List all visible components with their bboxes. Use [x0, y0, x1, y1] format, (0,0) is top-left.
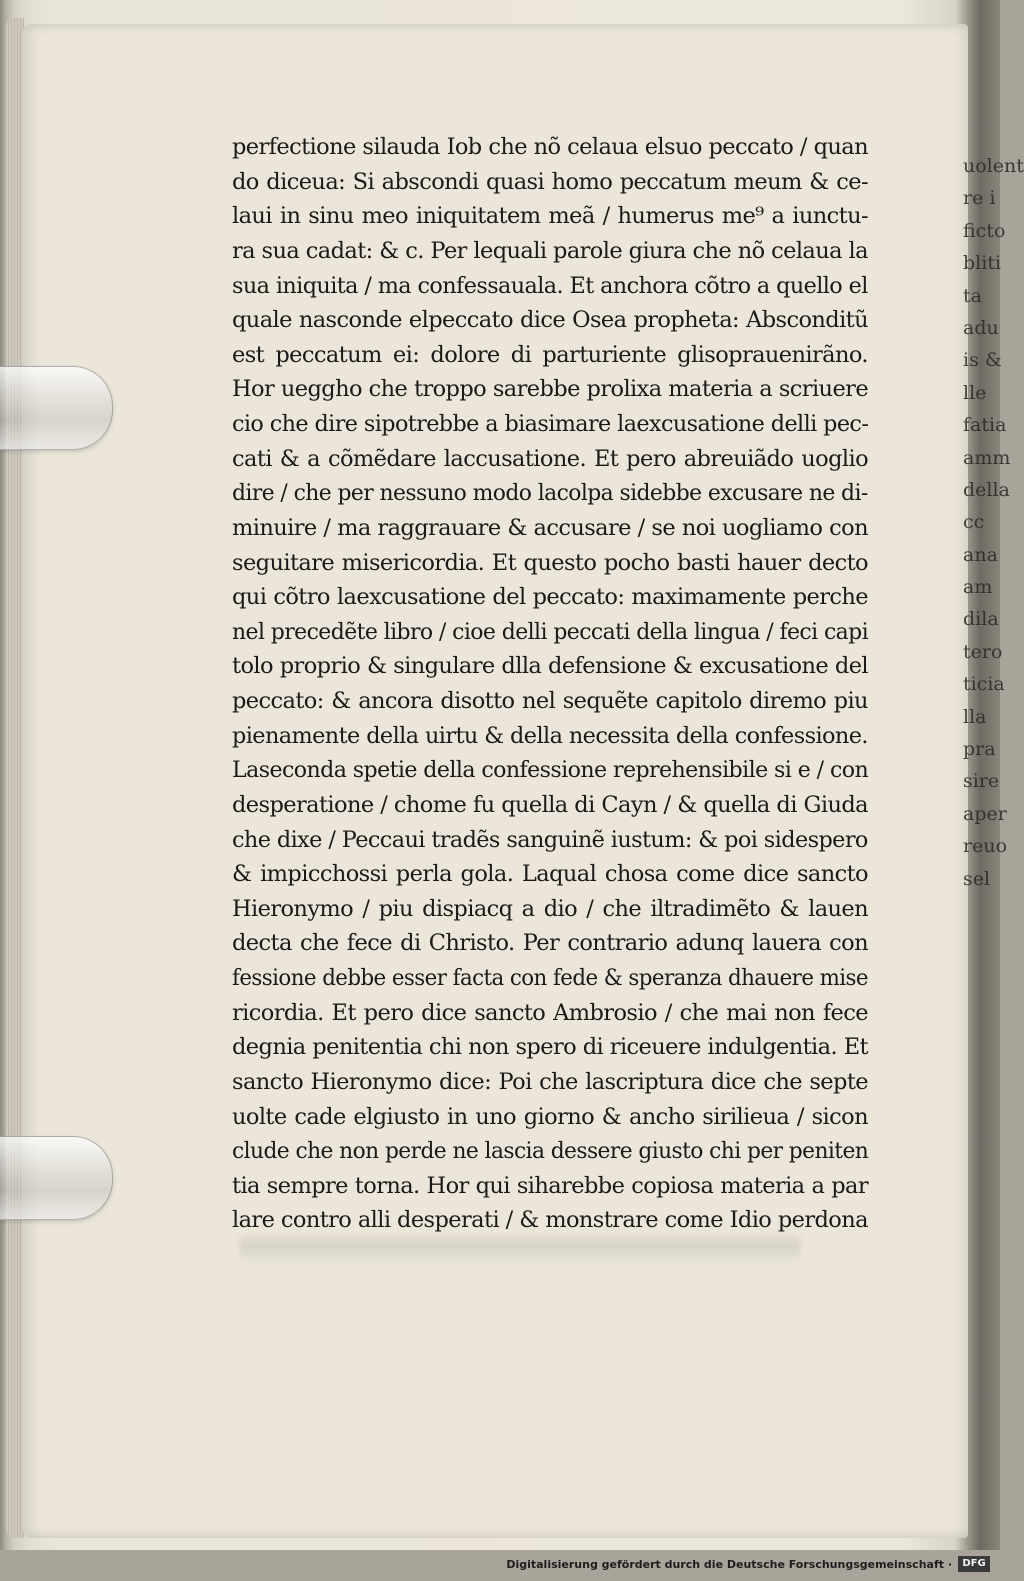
adjacent-page-fragment: is & [963, 349, 1002, 372]
adjacent-page-fragment: amm [963, 446, 1011, 469]
text-line: laui in sinu meo iniquitatem meã / humerus me⁹ a iunctu- [232, 203, 869, 230]
adjacent-page-fragment: ana [963, 543, 998, 566]
adjacent-page-fragment: sire [963, 770, 1000, 793]
text-line: est peccatum ei: dolore di parturiente glisoprauenirãno. [232, 341, 868, 368]
dfg-logo: DFG [958, 1556, 990, 1572]
funding-credit: Digitalisierung gefördert durch die Deutsche Forschungsgemeinschaft · [506, 1558, 952, 1571]
adjacent-page-fragment: tero [963, 640, 1003, 663]
text-line: qui cõtro laexcusatione del peccato: maximamente perche [232, 584, 868, 611]
adjacent-page-fragment: sel [963, 867, 991, 890]
text-line: sancto Hieronymo dice: Poi che lascriptura dice che septe [232, 1068, 868, 1095]
text-line: tolo proprio & singulare dlla defensione & excusatione del [232, 653, 869, 680]
adjacent-page-fragment: ticia [963, 673, 1005, 696]
adjacent-page-fragment: adu [963, 316, 999, 339]
text-line: tia sempre torna. Hor qui siharebbe copiosa materia a par [232, 1172, 868, 1199]
text-line: cati & a cõmẽdare laccusatione. Et pero abreuiãdo uoglio [232, 445, 869, 472]
text-line: decta che fece di Christo. Per contrario adunq lauera con [232, 930, 868, 957]
text-line: clude che non perde ne lascia dessere giusto chi per peniten [232, 1138, 869, 1165]
text-line: quale nasconde elpeccato dice Osea propheta: Absconditũ [232, 307, 869, 334]
adjacent-page-fragment: ta [963, 284, 982, 307]
text-line: Hor ueggho che troppo sarebbe prolixa materia a scriuere [232, 376, 869, 403]
text-line: Laseconda spetie della confessione reprehensibile si e / con [232, 757, 869, 784]
text-line: che dixe / Peccaui tradẽs sanguinẽ iustum: & poi sidespero [232, 826, 868, 853]
text-line: desperatione / chome fu quella di Cayn / & quella di Giuda [232, 791, 868, 818]
adjacent-page-fragment: bliti [963, 252, 1002, 275]
page-clamp-top [0, 366, 113, 450]
adjacent-page-fragment: fatia [963, 414, 1007, 437]
text-line: ricordia. Et pero dice sancto Ambrosio / che mai non fece [232, 999, 868, 1026]
adjacent-page-fragment: cc [963, 511, 985, 534]
footer-bar [0, 1550, 1000, 1581]
adjacent-page-fragment: della [963, 478, 1010, 501]
text-line: seguitare misericordia. Et questo pocho basti hauer decto [232, 549, 868, 576]
text-line: perfectione silauda Iob che nõ celaua elsuo peccato / quan [232, 134, 869, 160]
text-line: pienamente della uirtu & della necessita della confessione. [232, 722, 868, 749]
text-line: do diceua: Si abscondi quasi homo peccatum meum & ce- [232, 168, 869, 195]
adjacent-page-fragment: aper [963, 802, 1007, 825]
adjacent-page-fragment: uolent [963, 155, 1024, 177]
text-line: fessione debbe esser facta con fede & speranza dhauere mise [232, 965, 869, 991]
text-line: ra sua cadat: & c. Per lequali parole giura che nõ celaua la [232, 237, 868, 264]
text-line: dire / che per nessuno modo lacolpa sidebbe excusare ne di- [232, 480, 868, 507]
body-text [232, 130, 868, 1238]
text-line: uolte cade elgiusto in uno giorno & ancho sirilieua / sicon [232, 1103, 868, 1130]
adjacent-page-fragment: pra [963, 738, 996, 761]
text-line: minuire / ma raggrauare & accusare / se noi uogliamo con [232, 514, 868, 541]
text-line: nel precedẽte libro / cioe delli peccati della lingua / feci capi [232, 618, 869, 645]
page-clamp-bottom [0, 1136, 113, 1220]
text-line: degnia penitentia chi non spero di riceuere indulgentia. Et [232, 1034, 868, 1061]
adjacent-page-fragment: lle [963, 381, 987, 404]
adjacent-page-fragment: dila [963, 608, 999, 631]
text-line: sua iniquita / ma confessauala. Et anchora cõtro a quello el [232, 272, 868, 299]
adjacent-page-margin [963, 150, 1024, 1300]
adjacent-page-fragment: lla [963, 705, 987, 728]
text-line: lare contro alli desperati / & monstrare come Idio perdona [232, 1207, 868, 1234]
adjacent-page-fragment: re i [963, 187, 996, 210]
text-line: peccato: & ancora disotto nel sequẽte capitolo diremo piu [232, 688, 868, 714]
adjacent-page-fragment: reuo [963, 835, 1008, 858]
adjacent-page-fragment: am [963, 576, 993, 599]
adjacent-page-fragment: ficto [963, 219, 1006, 242]
text-line: Hieronymo / piu dispiacq a dio / che iltradimẽto & lauen [232, 895, 868, 922]
text-line: & impicchossi perla gola. Laqual chosa come dice sancto [232, 861, 868, 888]
text-line: cio che dire sipotrebbe a biasimare laexcusatione delli pec- [232, 411, 869, 437]
